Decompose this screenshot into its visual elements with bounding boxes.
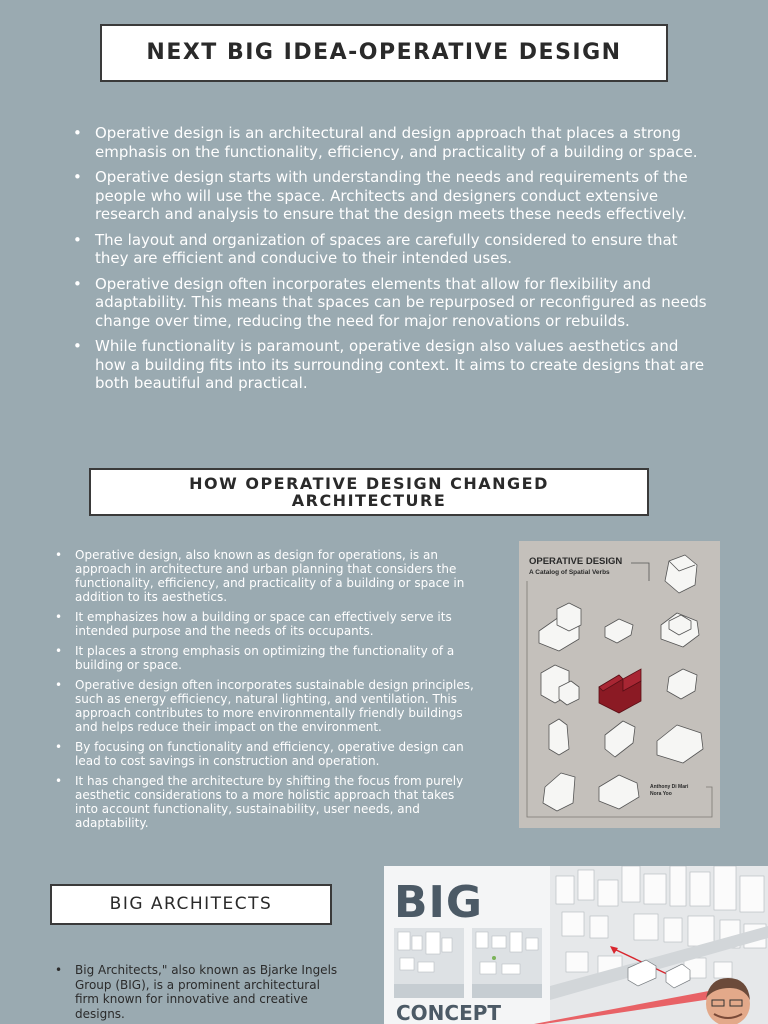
list-item: • Operative design often incorporates sustainable design principles, such as energy efficiency, natural lighting, and ventilation. This approach contributes to more environmentally friendly buildings and helps reduce their impact on the environment. [55, 678, 474, 734]
book-author-1: Anthony Di Mari [650, 784, 689, 790]
list-item: • It places a strong emphasis on optimizing the functionality of a building or space. [55, 644, 455, 672]
list-item: • By focusing on functionality and efficiency, operative design can lead to cost savings in construction and operation. [55, 740, 464, 768]
big-architects-bullet-list [55, 963, 345, 1021]
list-item: • Operative design starts with understanding the needs and requirements of the people who will use the space. Architects and designers conduct extensive research and analysis to ensure that the design meets these needs effectively. [73, 168, 688, 223]
list-item: • The layout and organization of spaces are carefully considered to ensure that they are efficient and conducive to their intended uses. [73, 230, 678, 267]
changes-bullet-list [55, 548, 480, 836]
section-heading-line-1: HOW OPERATIVE DESIGN CHANGED [189, 474, 549, 493]
page-title: NEXT BIG IDEA-OPERATIVE DESIGN [100, 24, 668, 82]
list-item: • Big Architects," also known as Bjarke Ingels Group (BIG), is a prominent architectural firm known for innovative and creative designs. [55, 963, 338, 1021]
red-accent-block [599, 669, 641, 713]
big-logo-text: BIG [394, 877, 484, 928]
list-item: • It emphasizes how a building or space can effectively serve its intended purpose and the needs of its occupants. [55, 610, 452, 638]
section-heading-big-architects: BIG ARCHITECTS [50, 884, 332, 925]
concept-text: CONCEPT [396, 1001, 502, 1024]
list-item: • While functionality is paramount, operative design also values aesthetics and how a building fits into its surrounding context. It aims to create designs that are both beautiful and practical. [73, 337, 705, 392]
list-item: • Operative design is an architectural and design approach that places a strong emphasis on the functionality, efficiency, and practicality of a building or space. [73, 124, 698, 161]
book-subtitle: A Catalog of Spatial Verbs [529, 569, 610, 576]
book-title: OPERATIVE DESIGN [529, 556, 623, 567]
list-item: • Operative design, also known as design for operations, is an approach in architecture and urban planning that considers the functionality, efficiency, and practicality of a building or space in addition to its aesthetics. [55, 548, 465, 604]
person-portrait [706, 978, 750, 1024]
list-item: • Operative design often incorporates elements that allow for flexibility and adaptability. This means that spaces can be repurposed or reconfigured as needs change over time, reducing the need for major renovations or rebuilds. [73, 274, 707, 330]
section-heading-line-2: ARCHITECTURE [291, 491, 447, 510]
big-concept-image [384, 866, 768, 1024]
intro-bullet-list [73, 124, 710, 400]
book-author-2: Nora Yoo [650, 791, 672, 797]
book-cover-illustration [519, 541, 720, 828]
list-item: • It has changed the architecture by shifting the focus from purely aesthetic considerations to a more holistic approach that takes into account functionality, sustainability, user needs, and adaptability. [55, 774, 464, 830]
operative-design-book-cover-image [519, 541, 720, 828]
book-authors [650, 784, 688, 798]
section-heading-how-operative-design [89, 468, 649, 516]
